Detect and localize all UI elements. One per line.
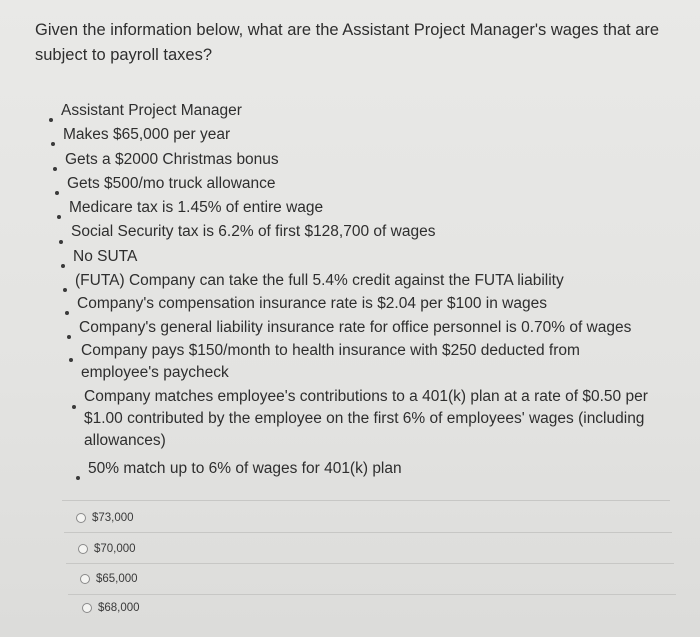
bullet-icon: [63, 288, 67, 292]
bullet-icon: [49, 118, 53, 122]
radio-button[interactable]: [78, 544, 88, 554]
radio-button[interactable]: [80, 574, 90, 584]
answer-option[interactable]: [80, 573, 138, 585]
bullet-icon: [72, 405, 76, 409]
list-item: Makes $65,000 per year: [63, 126, 231, 143]
list-item: Gets a $2000 Christmas bonus: [65, 151, 279, 168]
question-text: Given the information below, what are the Assistant Project Manager's wages that are subject to payroll taxes?: [35, 21, 660, 64]
list-item: 50% match up to 6% of wages for 401(k) plan: [88, 460, 402, 477]
list-item: No SUTA: [73, 248, 138, 265]
divider: [66, 563, 674, 564]
list-item: Company's compensation insurance rate is $2.04 per $100 in wages: [77, 295, 547, 312]
bullet-icon: [61, 264, 65, 268]
bullet-icon: [76, 476, 80, 480]
list-item: Company matches employee's contributions to a 401(k) plan at a rate of $0.50 per $1.00 contributed by the employee on the first 6% of employees' wages (including allowances): [84, 388, 648, 449]
bullet-icon: [53, 167, 57, 171]
bullet-icon: [51, 142, 55, 146]
list-item: Social Security tax is 6.2% of first $128,700 of wages: [71, 223, 436, 240]
list-item: Assistant Project Manager: [61, 102, 242, 119]
bullet-icon: [67, 335, 71, 339]
bullet-icon: [65, 311, 69, 315]
radio-button[interactable]: [76, 513, 86, 523]
bullet-icon: [55, 191, 59, 195]
list-item: Gets $500/mo truck allowance: [67, 175, 276, 192]
list-item: (FUTA) Company can take the full 5.4% credit against the FUTA liability: [75, 272, 564, 289]
divider: [62, 500, 670, 501]
answer-option-label: $65,000: [96, 573, 138, 585]
list-item: Company pays $150/month to health insurance with $250 deducted from employee's paycheck: [81, 342, 580, 381]
answer-option-label: $73,000: [92, 512, 134, 524]
answer-option-label: $70,000: [94, 543, 136, 555]
answer-option[interactable]: [82, 602, 140, 614]
answer-option[interactable]: [76, 512, 134, 524]
list-item: Company's general liability insurance rate for office personnel is 0.70% of wages: [79, 319, 632, 336]
answer-option-label: $68,000: [98, 602, 140, 614]
divider: [64, 532, 672, 533]
divider: [68, 594, 676, 595]
bullet-icon: [59, 240, 63, 244]
list-item: Medicare tax is 1.45% of entire wage: [69, 199, 324, 216]
answer-option[interactable]: [78, 543, 136, 555]
bullet-icon: [69, 358, 73, 362]
radio-button[interactable]: [82, 603, 92, 613]
bullet-icon: [57, 215, 61, 219]
